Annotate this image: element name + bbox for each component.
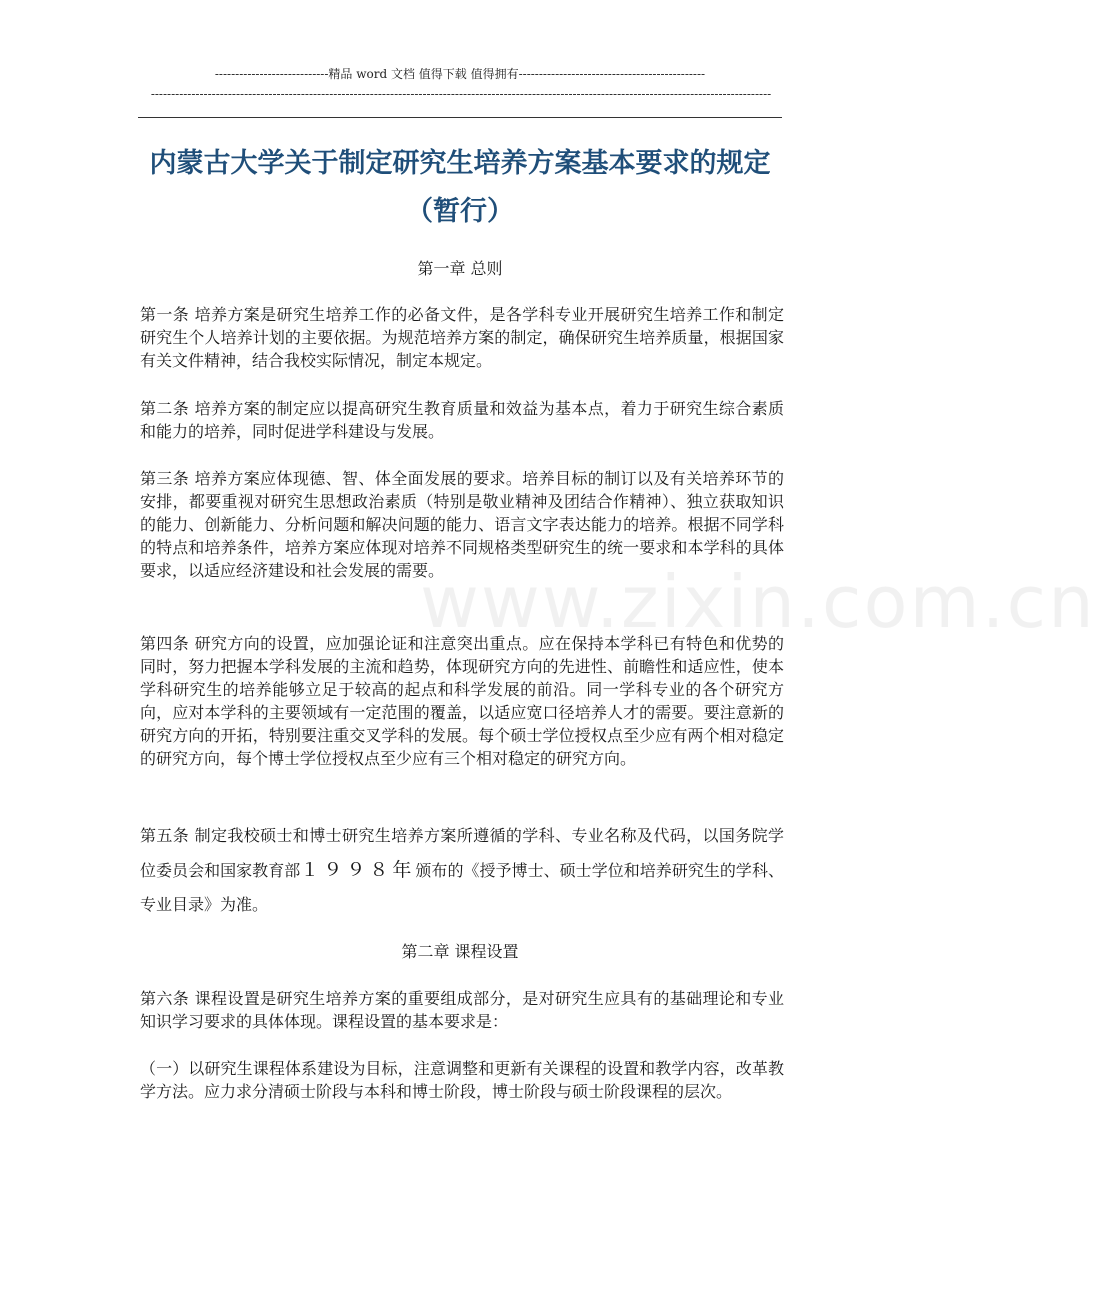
watermark: www.zixin.com.cn xyxy=(420,560,1096,644)
article-2: 第二条 培养方案的制定应以提高研究生教育质量和效益为基本点，着力于研究生综合素质和能力的培养，同时促进学科建设与发展。 xyxy=(140,399,784,441)
page-header-banner: ----------------------------精品 word 文档 值得下载 值得拥有---------------------------------------------- xyxy=(214,67,706,81)
article-5-text-a: 第五条 制定我校硕士和博士研究生培养方案所遵循的学科、专业名称及代码，以国务院学位委员会和国家教育部 xyxy=(140,826,784,880)
document-title: 内蒙古大学关于制定研究生培养方案基本要求的规定（暂行） xyxy=(149,148,771,227)
header-divider xyxy=(138,117,782,118)
page-header-dashes: --------------------------------------------------------------------------------------------------------------------------------------------------------- xyxy=(150,87,772,101)
chapter-heading-2: 第二章 课程设置 xyxy=(401,942,519,961)
article-5-year: １９９８年 xyxy=(300,859,416,881)
article-3: 第三条 培养方案应体现德、智、体全面发展的要求。培养目标的制订以及有关培养环节的安排，都要重视对研究生思想政治素质（特别是敬业精神及团结合作精神）、独立获取知识的能力、创新能力、分析问题和解决问题的能力、语言文字表达能力的培养。根据不同学科的特点和培养条件，培养方案应体现对培养不同规格类型研究生的统一要求和本学科的具体要求，以适应经济建设和社会发展的需要。 xyxy=(140,469,784,580)
chapter-heading-1: 第一章 总则 xyxy=(417,259,503,278)
article-4: 第四条 研究方向的设置，应加强论证和注意突出重点。应在保持本学科已有特色和优势的同时，努力把握本学科发展的主流和趋势，体现研究方向的先进性、前瞻性和适应性，使本学科研究生的培养能够立足于较高的起点和科学发展的前沿。同一学科专业的各个研究方向，应对本学科的主要领域有一定范围的覆盖，以适应宽口径培养人才的需要。要注意新的研究方向的开拓，特别要注重交叉学科的发展。每个硕士学位授权点至少应有两个相对稳定的研究方向，每个博士学位授权点至少应有三个相对稳定的研究方向。 xyxy=(140,634,784,768)
article-6: 第六条 课程设置是研究生培养方案的重要组成部分，是对研究生应具有的基础理论和专业知识学习要求的具体体现。课程设置的基本要求是： xyxy=(140,989,784,1031)
article-1: 第一条 培养方案是研究生培养工作的必备文件，是各学科专业开展研究生培养工作和制定研究生个人培养计划的主要依据。为规范培养方案的制定，确保研究生培养质量，根据国家有关文件精神，结合我校实际情况，制定本规定。 xyxy=(140,305,784,370)
article-5 xyxy=(140,819,784,922)
article-5-text-b: 颁布的《授予博士、硕士学位和培养研究生的学科、专业目录》为准。 xyxy=(140,861,784,914)
article-6-item-1: （一）以研究生课程体系建设为目标，注意调整和更新有关课程的设置和教学内容，改革教学方法。应力求分清硕士阶段与本科和博士阶段，博士阶段与硕士阶段课程的层次。 xyxy=(140,1059,784,1101)
